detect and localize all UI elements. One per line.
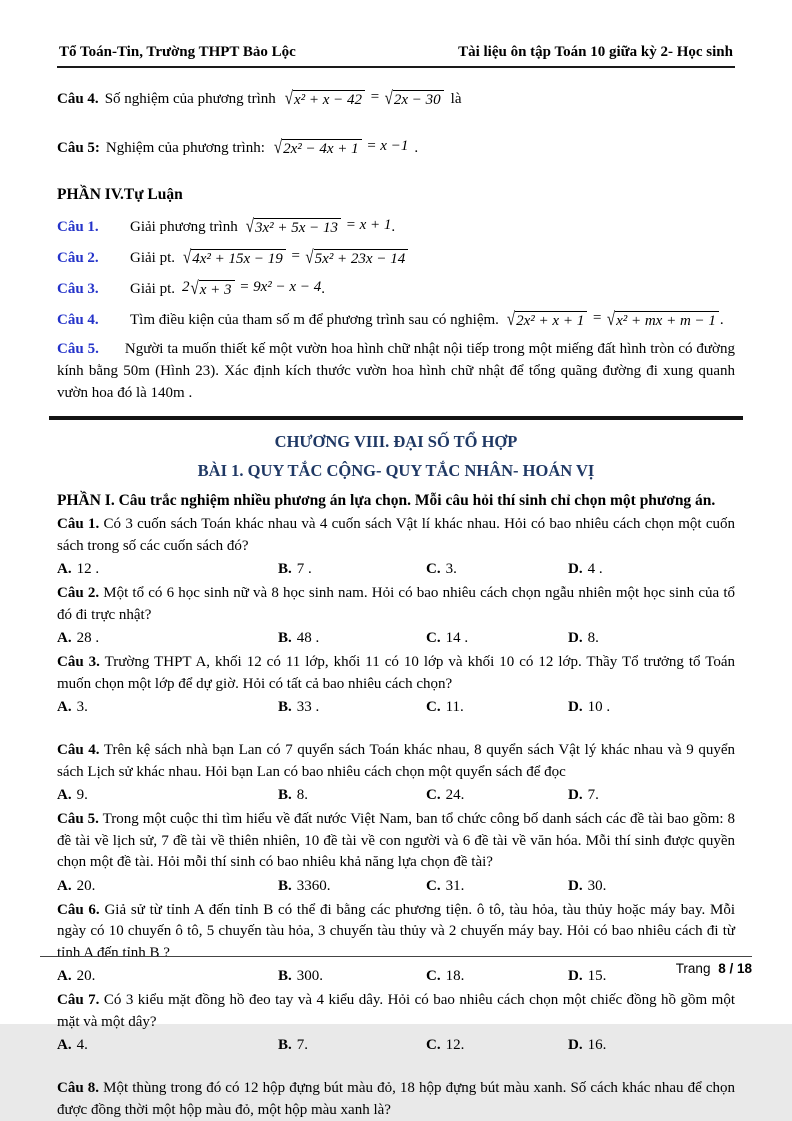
option-b: B. 8. (278, 787, 309, 803)
question-label: Câu 3. (57, 280, 99, 297)
essay-question-3 (57, 274, 735, 304)
option-b: B. 7 . (278, 561, 312, 577)
question-text: Trường THPT A, khối 12 có 11 lớp, khối 11 có 10 lớp và khối 10 có 12 lớp. Thầy Tổ trưởng tổ Toán muốn chọn một lớp để dự giờ. Hỏi có tất cả bao nhiêu cách chọn? (57, 654, 735, 692)
question-text: Giả sử từ tỉnh A đến tỉnh B có thể đi bằng các phương tiện. ô tô, tàu hỏa, tàu thủy hoặc máy bay. Mỗi ngày có 10 chuyến ô tô, 5 chuyến tàu hỏa, 3 chuyến tàu thủy và 2 chuyến máy bay. Hỏi có bao nhiêu cách đi từ tỉnh A đến tỉnh B ? (57, 901, 735, 961)
question-text-post: . (414, 139, 419, 156)
question-text: Giải phương trình (130, 218, 238, 235)
essay-question-5 (57, 338, 735, 404)
option-b: B. 33 . (278, 699, 320, 715)
question-text: Người ta muốn thiết kế một vườn hoa hình chữ nhật nội tiếp trong một miếng đất hình tròn có đường kính bằng 50m (Hình 23). Xác định kích thước vườn hoa hình chữ nhật để tổng quãng đường đi xung quanh vườn hoa đó là 140m . (57, 341, 735, 401)
question-text: Trong một cuộc thi tìm hiểu về đất nước Việt Nam, ban tổ chức công bố danh sách các đề tài bao gồm: 8 đề tài về lịch sử, 7 đề tài về thiên nhiên, 10 đề tài về con người và 6 đề tài về văn hóa. Mỗi thí sinh được quyền chọn một đề tài. Hỏi mỗi thí sinh có bao nhiêu khả năng lựa chọn đề tài? (57, 811, 735, 870)
option-d: D. 15. (568, 968, 607, 984)
option-c: C. 18. (426, 968, 465, 984)
option-d: D. 10 . (568, 699, 611, 715)
essay-question-1 (57, 212, 735, 242)
math-formula: 2 √ x + 3 = 9x² − x − 4 (182, 278, 322, 299)
option-d: D. 30. (568, 877, 607, 894)
option-d: D. 4 . (568, 561, 603, 577)
part-i-heading: PHẦN I. Câu trắc nghiệm nhiều phương án lựa chọn. Mỗi câu hỏi thí sinh chỉ chọn một phương án. (57, 492, 716, 509)
mcq-question-5 (57, 809, 735, 874)
chapter-title: CHƯƠNG VIII. ĐẠI SỐ TỔ HỢP (274, 432, 518, 451)
question-text: Nghiệm của phương trình: (105, 139, 265, 156)
question-label: Câu 3. (57, 654, 100, 670)
mcq-question-6 (57, 900, 735, 965)
question-text: Giải pt. (130, 249, 175, 266)
question-top-5 (57, 130, 735, 166)
question-label: Câu 4. (57, 742, 100, 758)
question-label: Câu 5. (57, 341, 99, 357)
option-b: B. 3360. (278, 877, 331, 894)
question-text: Số nghiệm của phương trình (104, 90, 276, 107)
question-text: Một thùng trong đó có 12 hộp đựng bút màu đỏ, 18 hộp đựng bút màu xanh. Số cách khác nhau để chọn được đồng thời một hộp màu đỏ, một hộp màu xanh là? (57, 1080, 735, 1118)
options-row (57, 784, 735, 806)
options-row (57, 875, 735, 897)
math-formula: √ 2x² + x + 1 = √ x² + mx + m − 1 (506, 310, 720, 330)
option-a: A. 9. (57, 787, 88, 803)
question-label: Câu 8. (57, 1080, 100, 1096)
essay-question-2 (57, 243, 735, 273)
question-text: Tìm điều kiện của tham số m để phương trình sau có nghiệm. (130, 311, 499, 328)
options-row (57, 1034, 735, 1056)
question-text: Giải pt. (130, 280, 175, 297)
question-label: Câu 4. (57, 90, 99, 107)
section-iv-title: PHẦN IV.Tự Luận (57, 186, 183, 203)
option-c: C. 12. (426, 1037, 465, 1053)
page-header (57, 44, 735, 68)
math-formula: √ x² + x − 42 = √ 2x − 30 (284, 89, 445, 109)
mcq-question-2 (57, 583, 735, 626)
option-c: C. 3. (426, 561, 457, 577)
option-c: C. 24. (426, 787, 465, 803)
question-top-4 (57, 81, 735, 117)
option-d: D. 8. (568, 630, 599, 646)
question-text-post: . (321, 280, 325, 297)
question-text-post: . (719, 311, 724, 328)
question-label: Câu 1. (57, 516, 100, 532)
mcq-question-8 (57, 1078, 735, 1121)
question-label: Câu 5. (57, 811, 99, 827)
option-d: D. 16. (568, 1037, 607, 1053)
question-label: Câu 5: (57, 139, 100, 156)
options-row (57, 558, 735, 580)
footer-label: Trang (675, 961, 711, 976)
section-divider (49, 416, 743, 420)
math-formula: √ 3x² + 5x − 13 = x + 1 (245, 216, 392, 237)
option-a: A. 20. (57, 968, 96, 984)
question-text: Có 3 cuốn sách Toán khác nhau và 4 cuốn sách Vật lí khác nhau. Hỏi có bao nhiêu cách chọn một cuốn sách trong số các cuốn sách đó? (57, 516, 736, 554)
option-c: C. 14 . (426, 630, 469, 646)
question-text: Một tổ có 6 học sinh nữ và 8 học sinh nam. Hỏi có bao nhiêu cách chọn ngẫu nhiên một học sinh của tổ đó đi trực nhật? (57, 585, 735, 623)
option-a: A. 12 . (57, 561, 100, 577)
header-left: Tổ Toán-Tin, Trường THPT Bảo Lộc (59, 44, 296, 60)
option-b: B. 7. (278, 1037, 309, 1053)
header-right: Tài liệu ôn tập Toán 10 giữa kỳ 2- Học sinh (458, 44, 733, 60)
option-a: A. 4. (57, 1037, 88, 1053)
question-label: Câu 2. (57, 249, 99, 266)
math-formula: √ 2x² − 4x + 1 = x −1 (273, 137, 409, 158)
option-c: C. 31. (426, 877, 465, 894)
option-b: B. 300. (278, 968, 324, 984)
question-label: Câu 2. (57, 585, 100, 601)
mcq-question-7 (57, 990, 735, 1033)
mcq-question-4 (57, 740, 735, 783)
question-label: Câu 7. (57, 992, 100, 1008)
essay-question-4 (57, 305, 735, 335)
option-a: A. 3. (57, 699, 88, 715)
mcq-question-3 (57, 652, 735, 695)
option-a: A. 20. (57, 877, 96, 894)
question-text: Có 3 kiểu mặt đồng hồ đeo tay và 4 kiểu dây. Hỏi có bao nhiêu cách chọn một chiếc đồng hồ gồm một mặt và một dây? (57, 992, 735, 1030)
options-row (57, 696, 735, 718)
lesson-title: BÀI 1. QUY TẮC CỘNG- QUY TẮC NHÂN- HOÁN VỊ (197, 461, 595, 480)
option-a: A. 28 . (57, 630, 100, 646)
question-text-post: là (450, 90, 462, 107)
question-text: Trên kệ sách nhà bạn Lan có 7 quyển sách Toán khác nhau, 8 quyển sách Vật lý khác nhau và 9 quyển sách Lịch sử khác nhau. Hỏi bạn Lan có bao nhiêu cách chọn một quyển sách để đọc (57, 742, 735, 780)
question-text-post: . (391, 218, 396, 235)
question-label: Câu 6. (57, 901, 100, 918)
math-formula: √ 4x² + 15x − 19 = √ 5x² + 23x − 14 (182, 248, 409, 268)
option-b: B. 48 . (278, 630, 320, 646)
page-footer (40, 956, 752, 976)
option-c: C. 11. (426, 699, 464, 715)
page-number: 8 / 18 (718, 961, 752, 976)
mcq-question-1 (57, 514, 735, 557)
question-label: Câu 4. (57, 311, 99, 328)
option-d: D. 7. (568, 787, 599, 803)
question-label: Câu 1. (57, 218, 99, 235)
options-row (57, 627, 735, 649)
